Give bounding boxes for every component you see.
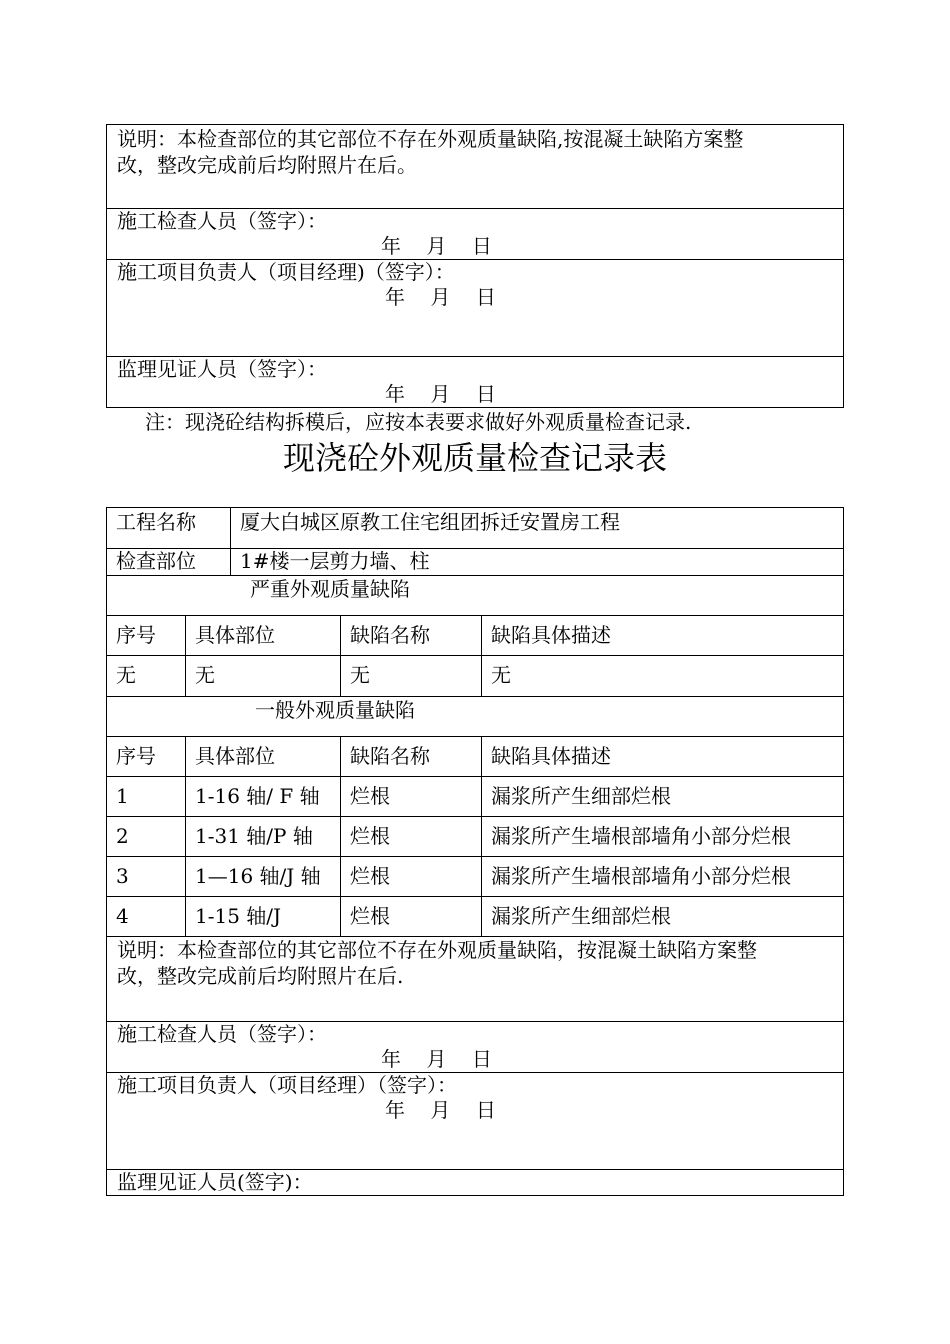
table-cell (186, 656, 341, 696)
table-row (106, 897, 844, 937)
header-index: 序号 (116, 623, 156, 647)
header-cell (482, 616, 843, 655)
cell-text: 烂根 (350, 864, 390, 888)
cell-text: 烂根 (350, 824, 390, 848)
cell-text: 2 (116, 824, 129, 848)
header-cell (107, 737, 186, 776)
header-cell (107, 616, 186, 655)
cell-text: 1-31 轴/P 轴 (195, 824, 313, 848)
form-supervisor-box (106, 1170, 844, 1196)
header-index: 序号 (116, 744, 156, 768)
table-cell (341, 777, 482, 816)
table-cell (341, 656, 482, 696)
header-defect-name: 缺陷名称 (350, 623, 430, 647)
header-defect-desc: 缺陷具体描述 (491, 623, 611, 647)
top-manager-box (106, 260, 844, 357)
form-inspector-label: 施工检查人员（签字）： (117, 1022, 327, 1046)
top-note-line1: 说明：本检查部位的其它部位不存在外观质量缺陷,按混凝土缺陷方案整 (117, 127, 744, 151)
form-note-line2: 改，整改完成前后均附照片在后. (117, 964, 404, 988)
serious-header-row (106, 616, 844, 656)
general-header-row (106, 737, 844, 777)
cell-text: 漏浆所产生墙根部墙角小部分烂根 (491, 864, 791, 888)
location-label-cell (107, 549, 231, 575)
serious-heading-row (106, 576, 844, 616)
table-row (106, 777, 844, 817)
header-location: 具体部位 (195, 623, 275, 647)
form-note-box (106, 937, 844, 1022)
top-inspector-box (106, 209, 844, 260)
cell-text: 1 (116, 784, 129, 808)
table-cell (482, 897, 843, 936)
form-manager-label: 施工项目负责人（项目经理）（签字）： (117, 1073, 457, 1097)
location-value-cell (231, 549, 843, 575)
top-supervisor-label: 监理见证人员（签字）： (117, 357, 327, 381)
cell-text: 漏浆所产生细部烂根 (491, 904, 671, 928)
location-label: 检查部位 (116, 549, 196, 573)
header-cell (186, 737, 341, 776)
header-cell (482, 737, 843, 776)
top-manager-date: 年 月 日 (385, 285, 496, 309)
table-cell (186, 817, 341, 856)
cell-text: 无 (195, 663, 215, 687)
top-inspector-date: 年 月 日 (381, 234, 492, 258)
table-cell (107, 777, 186, 816)
table-cell (107, 857, 186, 896)
general-heading: 一般外观质量缺陷 (255, 698, 415, 722)
cell-text: 漏浆所产生细部烂根 (491, 784, 671, 808)
header-defect-name: 缺陷名称 (350, 744, 430, 768)
project-label: 工程名称 (116, 510, 196, 534)
general-heading-row (106, 697, 844, 737)
form-inspector-date: 年 月 日 (381, 1047, 492, 1071)
top-supervisor-date: 年 月 日 (385, 382, 496, 406)
cell-text: 无 (491, 663, 511, 687)
top-note-line2: 改，整改完成前后均附照片在后。 (117, 153, 417, 177)
cell-text: 烂根 (350, 784, 390, 808)
table-row (106, 656, 844, 697)
header-cell (341, 616, 482, 655)
table-cell (341, 897, 482, 936)
header-defect-desc: 缺陷具体描述 (491, 744, 611, 768)
cell-text: 3 (116, 864, 129, 888)
top-supervisor-box (106, 357, 844, 408)
table-cell (186, 857, 341, 896)
top-inspector-label: 施工检查人员（签字）： (117, 209, 327, 233)
top-manager-label: 施工项目负责人（项目经理)（签字）： (117, 260, 455, 284)
project-value-cell (231, 508, 843, 548)
project-label-cell (107, 508, 231, 548)
cell-text: 1—16 轴/J 轴 (195, 864, 321, 888)
cell-text: 1-16 轴/ F 轴 (195, 784, 320, 808)
cell-text: 漏浆所产生墙根部墙角小部分烂根 (491, 824, 791, 848)
cell-text: 无 (116, 663, 136, 687)
cell-text: 烂根 (350, 904, 390, 928)
form-supervisor-label: 监理见证人员(签字)： (117, 1170, 313, 1194)
form-manager-date: 年 月 日 (385, 1098, 496, 1122)
project-row (106, 507, 844, 549)
table-cell (341, 857, 482, 896)
location-value: 1#楼一层剪力墙、柱 (240, 549, 430, 573)
table-cell (482, 857, 843, 896)
serious-heading: 严重外观质量缺陷 (250, 577, 410, 601)
table-cell (107, 817, 186, 856)
table-cell (186, 897, 341, 936)
form-note-line1: 说明：本检查部位的其它部位不存在外观质量缺陷，按混凝土缺陷方案整 (117, 938, 757, 962)
cell-text: 无 (350, 663, 370, 687)
form-inspector-box (106, 1022, 844, 1073)
top-note-box (106, 124, 844, 209)
table-row (106, 817, 844, 857)
header-cell (341, 737, 482, 776)
page-title: 现浇砼外观质量检查记录表 (282, 439, 667, 477)
cell-text: 1-15 轴/J (195, 904, 282, 928)
table-row (106, 857, 844, 897)
table-cell (482, 656, 843, 696)
table-cell (186, 777, 341, 816)
table-cell (107, 656, 186, 696)
table-cell (482, 817, 843, 856)
header-location: 具体部位 (195, 744, 275, 768)
form-manager-box (106, 1073, 844, 1170)
table-cell (482, 777, 843, 816)
header-cell (186, 616, 341, 655)
cell-text: 4 (116, 904, 129, 928)
project-value: 厦大白城区原教工住宅组团拆迁安置房工程 (240, 510, 620, 534)
table-cell (107, 897, 186, 936)
location-row (106, 549, 844, 576)
footnote: 注：现浇砼结构拆模后，应按本表要求做好外观质量检查记录. (145, 410, 692, 434)
table-cell (341, 817, 482, 856)
